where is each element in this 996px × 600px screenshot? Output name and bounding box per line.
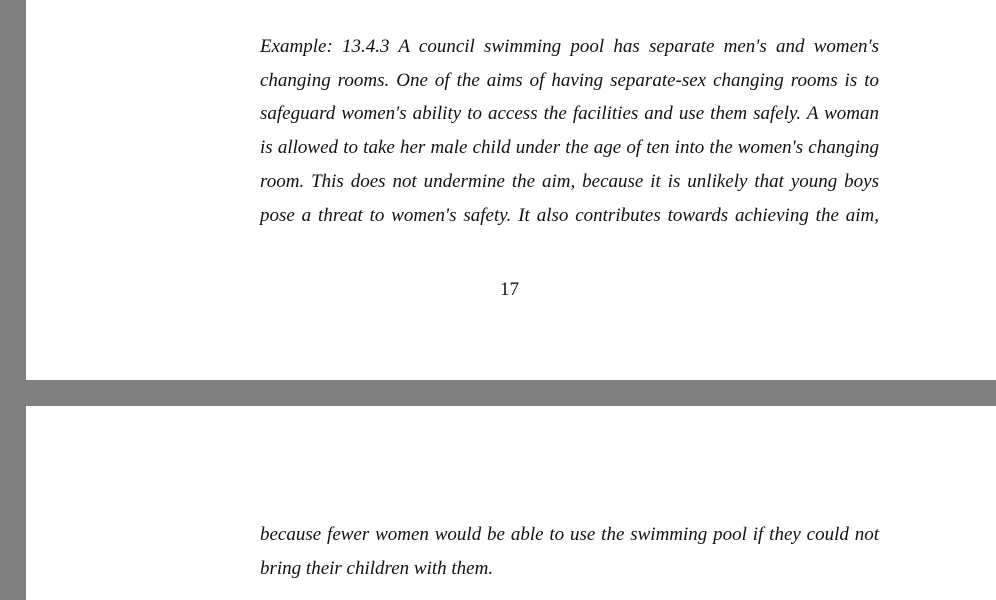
body-text-line: safeguard women's ability to access the facilities and use them safely. A woman [260, 103, 879, 124]
body-text-line: bring their children with them. [260, 558, 494, 579]
body-text-line: room. This does not undermine the aim, because it is unlikely that young boys [260, 171, 879, 192]
body-text-line: is allowed to take her male child under the age of ten into the women's changing [260, 137, 879, 158]
body-text-line: Example: 13.4.3 A council swimming pool has separate men's and women's [260, 36, 879, 57]
document-page-18 [26, 406, 996, 600]
body-text-line: pose a threat to women's safety. It also contributes towards achieving the aim, [260, 205, 879, 226]
page-number: 17 [500, 279, 519, 300]
document-page-17 [26, 0, 996, 380]
body-text-line: because fewer women would be able to use the swimming pool if they could not [260, 524, 879, 545]
body-text-line: changing rooms. One of the aims of having separate-sex changing rooms is to [260, 70, 879, 91]
